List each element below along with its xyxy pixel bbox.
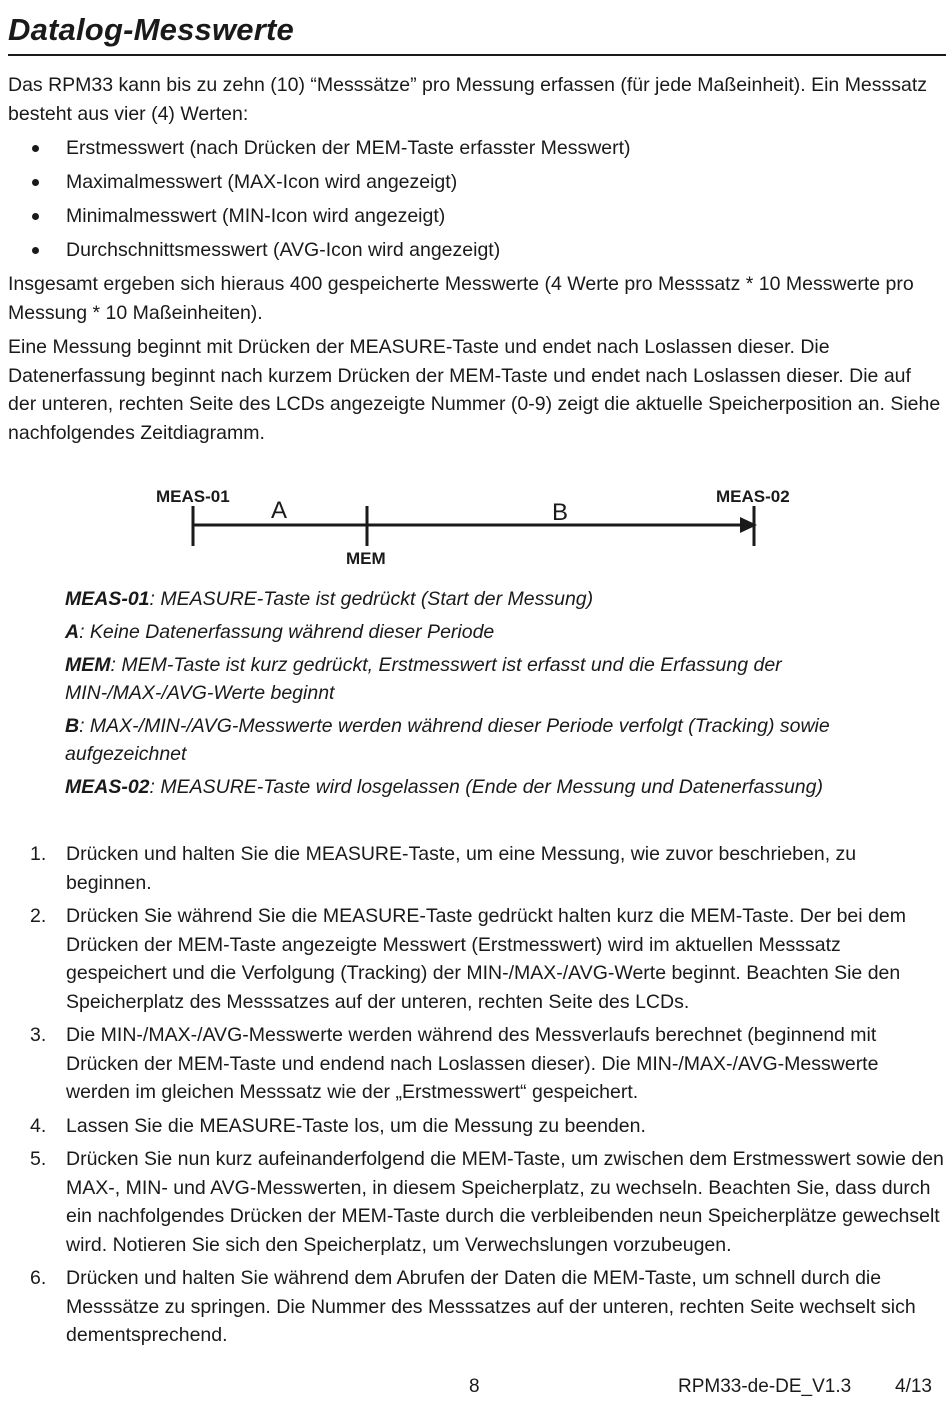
list-item-text: Erstmesswert (nach Drücken der MEM-Taste erfasster Messwert) (66, 137, 631, 159)
list-item-text: Maximalmesswert (MAX-Icon wird angezeigt) (66, 171, 458, 193)
step-number: 4. (30, 1114, 47, 1137)
step-item (0, 902, 945, 1016)
step-number: 5. (30, 1148, 47, 1170)
value-list (8, 133, 908, 269)
step-text: Drücken und halten Sie die MEASURE-Taste, um eine Messung, wie zuvor beschrieben, zu beginnen. (66, 843, 857, 894)
legend-text: : MAX-/MIN-/AVG-Messwerte werden während dieser Periode verfolgt (Tracking) sowie aufgezeichnet (65, 715, 830, 765)
description-paragraph (8, 333, 943, 447)
legend-key: B (65, 715, 80, 737)
step-item (0, 1112, 945, 1141)
bullet-icon (32, 179, 39, 186)
list-item (8, 201, 908, 235)
period-b-label: B (552, 499, 569, 526)
legend-text: : MEASURE-Taste wird losgelassen (Ende der Messung und Datenerfassung) (149, 776, 823, 798)
legend-text: : MEM-Taste ist kurz gedrückt, Erstmesswert ist erfasst und die Erfassung der MIN-/MAX-/AVG-Werte beginnt (65, 654, 782, 704)
legend-item (65, 773, 925, 801)
legend-key: MEAS-02 (65, 776, 150, 798)
footer-page-of: 4/13 (895, 1376, 932, 1397)
period-a-label: A (271, 497, 288, 524)
intro-text: Das RPM33 kann bis zu zehn (10) “Messsätze” pro Messung erfassen (für jede Maßeinheit). Ein Messsatz besteht aus vier (4) Werten: (8, 74, 928, 125)
total-paragraph (8, 270, 943, 327)
mem-label: MEM (346, 549, 386, 568)
diagram-legend (65, 585, 925, 806)
step-text: Die MIN-/MAX-/AVG-Messwerte werden während des Messverlaufs berechnet (beginnend mit Drücken der MEM-Taste und endend nach Loslassen dieser). Die MIN-/MAX-/AVG-Messwerte werden im gleichen Messsatz wie der „Erstmesswert“ gespeichert. (66, 1024, 879, 1103)
step-item (0, 1264, 945, 1350)
title-underline (8, 54, 946, 56)
legend-item (65, 585, 925, 613)
legend-text: : MEASURE-Taste ist gedrückt (Start der Messung) (149, 588, 594, 610)
bullet-icon (32, 247, 39, 254)
step-number: 2. (30, 905, 47, 927)
legend-item (65, 651, 925, 707)
step-text: Drücken und halten Sie während dem Abrufen der Daten die MEM-Taste, um schnell durch die Messsätze zu springen. Die Nummer des Messsatzes auf der unteren, rechten Seite wechselt sich dementsprechend. (66, 1267, 916, 1346)
step-number: 3. (30, 1024, 47, 1046)
list-item (8, 167, 908, 201)
list-item-text: Durchschnittsmesswert (AVG-Icon wird angezeigt) (66, 239, 501, 261)
start-label: MEAS-01 (156, 487, 230, 506)
page-title: Datalog-Messwerte (8, 12, 294, 47)
legend-item (65, 618, 925, 646)
list-item-text: Minimalmesswert (MIN-Icon wird angezeigt) (66, 205, 446, 227)
legend-item (65, 712, 925, 768)
footer-page-number: 8 (469, 1376, 480, 1397)
step-item (0, 1145, 945, 1259)
step-text: Lassen Sie die MEASURE-Taste los, um die Messung zu beenden. (66, 1114, 646, 1137)
step-number: 6. (30, 1267, 47, 1289)
timing-diagram (0, 480, 950, 580)
legend-key: MEAS-01 (65, 588, 150, 610)
step-text: Drücken Sie nun kurz aufeinanderfolgend die MEM-Taste, um zwischen dem Erstmesswert sowie den MAX-, MIN- und AVG-Messwerten, in diesem Speicherplatz, zu wechseln. Beachten Sie, dass durch ein nachfolgendes Drücken der MEM-Taste durch die verbleibenden neun Speicherplätze gewechselt wird. Notieren Sie sich den Speicherplatz, um Verwechslungen vorzubeugen. (66, 1148, 944, 1256)
list-item (8, 133, 908, 167)
end-label: MEAS-02 (716, 487, 790, 506)
description-text: Eine Messung beginnt mit Drücken der MEASURE-Taste und endet nach Loslassen dieser. Die Datenerfassung beginnt nach kurzem Drücken der MEM-Taste und endet nach Loslassen dieser. Die auf der unteren, rechten Seite des LCDs angezeigte Nummer (0-9) zeigt die aktuelle Speicherposition an. Siehe nachfolgendes Zeitdiagramm. (8, 336, 941, 444)
bullet-icon (32, 145, 39, 152)
legend-key: A (65, 621, 80, 643)
list-item (8, 235, 908, 269)
legend-key: MEM (65, 654, 111, 676)
step-item (0, 840, 945, 897)
footer-doc-id: RPM33-de-DE_V1.3 (678, 1376, 852, 1397)
intro-paragraph (8, 71, 943, 128)
bullet-icon (32, 213, 39, 220)
total-text: Insgesamt ergeben sich hieraus 400 gespeicherte Messwerte (4 Werte pro Messsatz * 10 Messwerte pro Messung * 10 Maßeinheiten). (8, 273, 914, 324)
legend-text: : Keine Datenerfassung während dieser Periode (79, 621, 495, 643)
step-text: Drücken Sie während Sie die MEASURE-Taste gedrückt halten kurz die MEM-Taste. Der bei dem Drücken der MEM-Taste angezeigte Messwert (Erstmesswert) wird im aktuellen Messsatz gespeichert und die Verfolgung (Tracking) der MIN-/MAX-/AVG-Werte beginnt. Beachten Sie den Speicherplatz des Messsatzes auf der unteren, rechten Seite des LCDs. (66, 905, 906, 1013)
step-number: 1. (30, 843, 47, 865)
instruction-steps (0, 840, 945, 1355)
step-item (0, 1021, 945, 1107)
